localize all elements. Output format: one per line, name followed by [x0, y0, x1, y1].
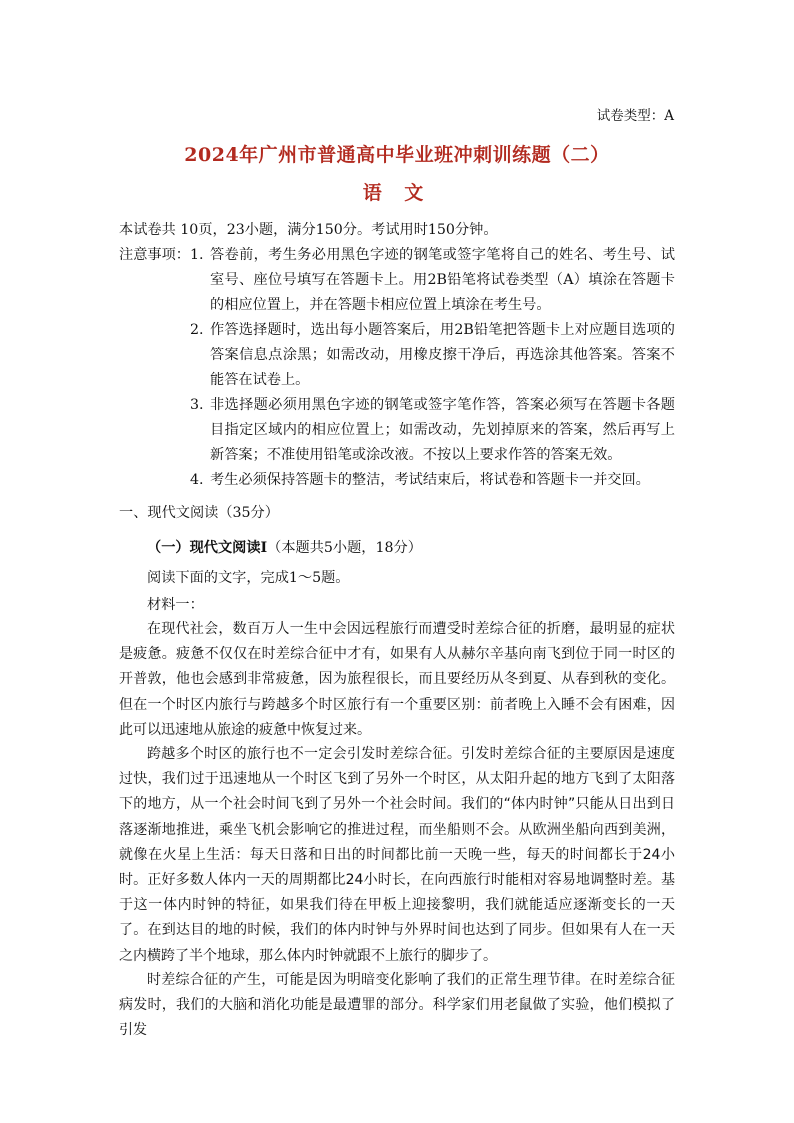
notice-item [190, 318, 674, 393]
paragraph: 跨越多个时区的旅行也不一定会引发时差综合征。引发时差综合征的主要原因是速度过快，我们过于迅速地从一个时区飞到了另外一个时区，从太阳升起的地方飞到了太阳落下的地方，从一个社会时间飞到了另外一个社会时间。我们的“体内时钟”只能从日出到日落逐渐地推进，乘坐飞机会影响它的推进过程，而坐船则不会。从欧洲坐船向西到美洲，就像在火星上生活：每天日落和日出的时间都比前一天晚一些，每天的时间都长于24小时。正好多数人体内一天的周期都比24小时长，在向西旅行时能相对容易地调整时差。基于这一体内时钟的特征，如果我们待在甲板上迎接黎明，我们就能适应逐渐变长的一天了。在到达目的地的时候，我们的体内时钟与外界时间也达到了同步。但如果有人在一天之内横跨了半个地球，那么体内时钟就跟不上旅行的脚步了。 [119, 746, 675, 964]
paragraph: 时差综合征的产生，可能是因为明暗变化影响了我们的正常生理节律。在时差综合征病发时，我们的大脑和消化功能是最遭罪的部分。科学家们用老鼠做了实验，他们模拟了引发 [119, 972, 675, 1039]
notice-item [190, 393, 674, 468]
notice-number: 3. [190, 397, 204, 413]
notice-text: 考生必须保持答题卡的整洁，考试结束后，将试卷和答题卡一并交回。 [210, 472, 650, 488]
reading-instruction: 阅读下面的文字，完成1～5题。 [147, 570, 350, 586]
exam-intro: 本试卷共 10页，23小题，满分150分。考试用时150分钟。 [119, 222, 498, 238]
exam-type-label: 试卷类型：A [596, 108, 674, 124]
notice-text: 非选择题必须用黑色字迹的钢笔或签字笔作答，答案必须写在答题卡各题目指定区域内的相应位置上；如需改动，先划掉原来的答案，然后再写上新答案；不准使用铅笔或涂改液。不按以上要求作答的答案无效。 [210, 397, 675, 463]
notice-number: 2. [190, 322, 204, 338]
notice-label: 注意事项： [119, 247, 190, 263]
sub-section-title: （一）现代文阅读Ⅰ [147, 540, 268, 556]
notice-number: 4. [190, 472, 204, 488]
notice-number: 1. [190, 247, 204, 263]
notice-item [190, 468, 674, 493]
notice-item [190, 243, 674, 318]
material-label: 材料一： [147, 597, 204, 613]
notice-text: 作答选择题时，选出每小题答案后，用2B铅笔把答题卡上对应题目选项的答案信息点涂黑；如需改动，用橡皮擦干净后，再选涂其他答案。答案不能答在试卷上。 [210, 322, 675, 388]
notice-text: 答卷前，考生务必用黑色字迹的钢笔或签字笔将自己的姓名、考生号、试室号、座位号填写在答题卡上。用2B铅笔将试卷类型（A）填涂在答题卡的相应位置上，并在答题卡相应位置上填涂在考生号。 [210, 247, 675, 313]
sub-section-note: （本题共5小题，18分） [267, 540, 422, 556]
section-heading: 一、现代文阅读（35分） [119, 505, 279, 521]
sub-section-heading [147, 536, 422, 561]
exam-title: 2024年广州市普通高中毕业班冲刺训练题（二） [184, 144, 610, 166]
paragraph: 在现代社会，数百万人一生中会因远程旅行而遭受时差综合征的折磨，最明显的症状是疲惫。疲惫不仅仅在时差综合征中才有，如果有人从赫尔辛基向南飞到位于同一时区的开普敦，他也会感到非常疲惫，因为旅程很长，而且要经历从冬到夏、从春到秋的变化。但在一个时区内旅行与跨越多个时区旅行有一个重要区别：前者晚上入睡不会有困难，因此可以迅速地从旅途的疲惫中恢复过来。 [119, 621, 675, 738]
subject-title: 语 文 [362, 182, 432, 204]
